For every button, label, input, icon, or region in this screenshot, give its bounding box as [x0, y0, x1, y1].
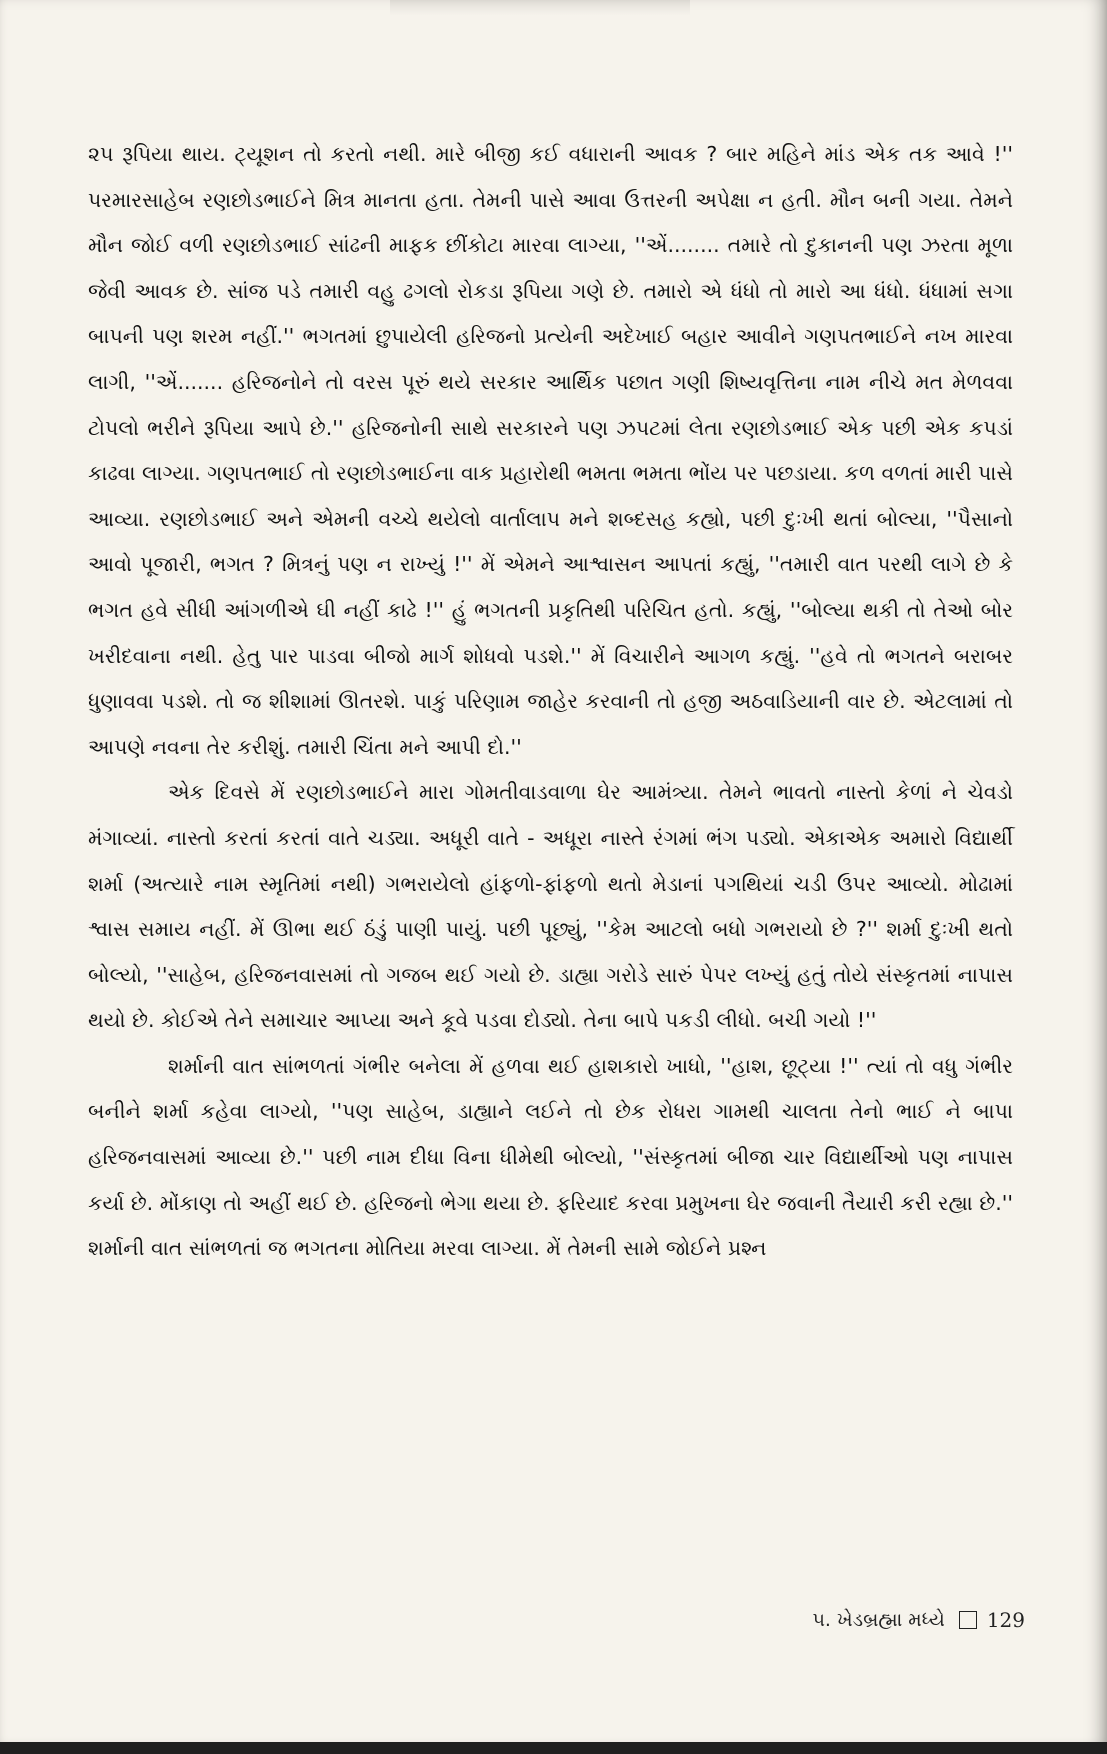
paragraph-2: એક દિવસે મેં રણછોડભાઈને મારા ગોમતીવાડવાળા ઘેર આમંત્ર્યા. તેમને ભાવતો નાસ્તો કેળાં ને ચેવડો મંગાવ્યાં. નાસ્તો કરતાં કરતાં વાતે ચડ્યા. અધૂરી વાતે - અધૂરા નાસ્તે રંગમાં ભંગ પડ્યો. એકાએક અમારો વિદ્યાર્થી શર્મા (અત્યારે નામ સ્મૃતિમાં નથી) ગભરાયેલો હાંફળો-ફાંફળો થતો મેડાનાં પગથિયાં ચડી ઉપર આવ્યો. મોઢામાં શ્વાસ સમાય નહીં. મેં ઊભા થઈ ઠંડું પાણી પાયું. પછી પૂછ્યું, ''કેમ આટલો બધો ગભરાયો છે ?'' શર્મા દુઃખી થતો બોલ્યો, ''સાહેબ, હરિજનવાસમાં તો ગજબ થઈ ગયો છે. ડાહ્યા ગરોડે સારું પેપર લખ્યું હતું તોયે સંસ્કૃતમાં નાપાસ થયો છે. કોઈએ તેને સમાચાર આપ્યા અને કૂવે પડવા દોડ્યો. તેના બાપે પકડી લીધો. બચી ગયો !'' [88, 780, 1013, 1033]
body-text [88, 132, 1013, 1272]
page-footer [812, 1608, 1025, 1632]
bleed-through-shadow [390, 0, 690, 16]
paragraph-3: શર્માની વાત સાંભળતાં ગંભીર બનેલા મેં હળવા થઈ હાશકારો ખાધો, ''હાશ, છૂટ્યા !'' ત્યાં તો વધુ ગંભીર બનીને શર્મા કહેવા લાગ્યો, ''પણ સાહેબ, ડાહ્યાને લઈને તો છેક રોધરા ગામથી ચાલતા તેનો ભાઈ ને બાપા હરિજનવાસમાં આવ્યા છે.'' પછી નામ દીધા વિના ધીમેથી બોલ્યો, ''સંસ્કૃતમાં બીજા ચાર વિદ્યાર્થીઓ પણ નાપાસ કર્યા છે. મોંકાણ તો અહીં થઈ છે. હરિજનો ભેગા થયા છે. ફરિયાદ કરવા પ્રમુખના ઘેર જવાની તૈયારી કરી રહ્યા છે.'' શર્માની વાત સાંભળતાં જ ભગતના મોતિયા મરવા લાગ્યા. મેં તેમની સામે જોઈને પ્રશ્ન [88, 1053, 1013, 1261]
scan-bottom-edge [0, 1742, 1107, 1754]
square-ornament-icon [959, 1611, 977, 1629]
running-head: ૫. ખેડબ્રહ્મા મધ્યે [812, 1609, 945, 1631]
paragraph-1: ૨૫ રૂપિયા થાય. ટ્યૂશન તો કરતો નથી. મારે બીજી કઈ વધારાની આવક ? બાર મહિને માંડ એક તક આવે !'' પરમારસાહેબ રણછોડભાઈને મિત્ર માનતા હતા. તેમની પાસે આવા ઉત્તરની અપેક્ષા ન હતી. મૌન બની ગયા. તેમને મૌન જોઈ વળી રણછોડભાઈ સાંઢની માફક છીંકોટા મારવા લાગ્યા, ''એં........ તમારે તો દુકાનની પણ ઝરતા મૂળા જેવી આવક છે. સાંજ પડે તમારી વહુ ઢગલો રોકડા રૂપિયા ગણે છે. તમારો એ ધંધો તો મારો આ ધંધો. ધંધામાં સગા બાપની પણ શરમ નહીં.'' ભગતમાં છુપાયેલી હરિજનો પ્રત્યેની અદેખાઈ બહાર આવીને ગણપતભાઈને નખ મારવા લાગી, ''એં....... હરિજનોને તો વરસ પૂરું થયે સરકાર આર્થિક પછાત ગણી શિષ્યવૃત્તિના નામ નીચે મત મેળવવા ટોપલો ભરીને રૂપિયા આપે છે.'' હરિજનોની સાથે સરકારને પણ ઝપટમાં લેતા રણછોડભાઈ એક પછી એક કપડાં કાઢવા લાગ્યા. ગણપતભાઈ તો રણછોડભાઈના વાક પ્રહારોથી ભમતા ભમતા ભોંય પર પછડાયા. કળ વળતાં મારી પાસે આવ્યા. રણછોડભાઈ અને એમની વચ્ચે થયેલો વાર્તાલાપ મને શબ્દસહ કહ્યો, પછી દુઃખી થતાં બોલ્યા, ''પૈસાનો આવો પૂજારી, ભગત ? મિત્રનું પણ ન રાખ્યું !'' મેં એમને આશ્વાસન આપતાં કહ્યું, ''તમારી વાત પરથી લાગે છે કે ભગત હવે સીધી આંગળીએ ઘી નહીં કાઢે !'' હું ભગતની પ્રકૃતિથી પરિચિત હતો. કહ્યું, ''બોલ્યા થકી તો તેઓ બોર ખરીદવાના નથી. હેતુ પાર પાડવા બીજો માર્ગ શોધવો પડશે.'' મેં વિચારીને આગળ કહ્યું. ''હવે તો ભગતને બરાબર ધુણાવવા પડશે. તો જ શીશામાં ઊતરશે. પાકું પરિણામ જાહેર કરવાની તો હજી અઠવાડિયાની વાર છે. એટલામાં તો આપણે નવના તેર કરીશું. તમારી ચિંતા મને આપી દો.'' [88, 142, 1013, 759]
page-number: 129 [986, 1608, 1025, 1632]
